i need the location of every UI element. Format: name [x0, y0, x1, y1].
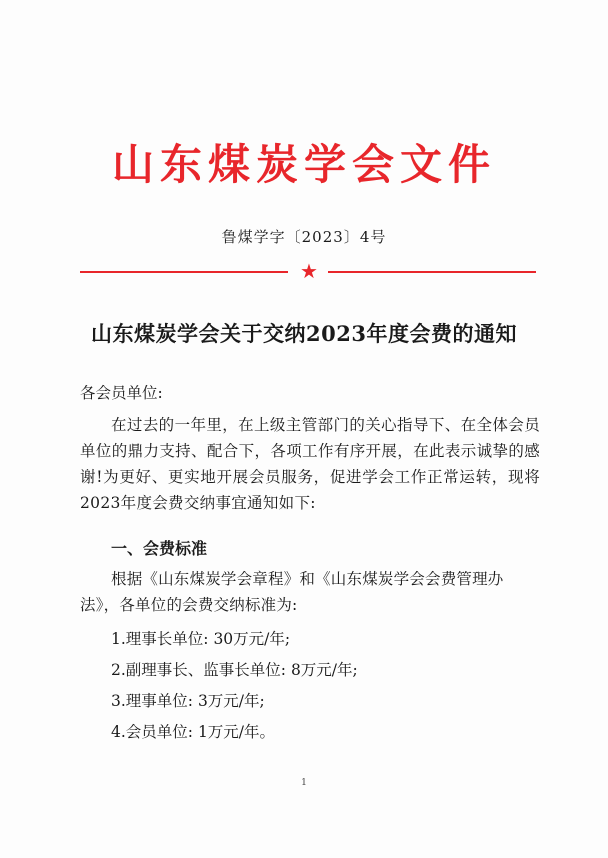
document-number: 鲁煤学字〔2023〕4号 [221, 228, 387, 246]
page-number: 1 [301, 778, 307, 788]
red-divider [80, 259, 536, 283]
list-item: 4.会员单位: 1万元/年。 [111, 723, 276, 741]
org-header-title: 山东煤炭学会文件 [111, 140, 496, 189]
list-item: 2.副理事长、监事长单位: 8万元/年; [111, 661, 358, 679]
intro-paragraph: 在过去的一年里，在上级主管部门的关心指导下、在全体会员单位的鼎力支持、配合下，各项工作有序开展，在此表示诚挚的感谢!为更好、更实地开展会员服务，促进学会工作正常运转，现将2023年度会费交纳事宜通知如下: [80, 416, 540, 512]
fee-standard-list [111, 624, 358, 748]
salutation: 各会员单位: [80, 384, 163, 402]
fee-standard-paragraph: 根据《山东煤炭学会章程》和《山东煤炭学会会费管理办法》，各单位的会费交纳标准为: [80, 570, 504, 614]
list-item: 3.理事单位: 3万元/年; [111, 692, 265, 710]
divider-line-right [328, 271, 536, 273]
star-icon: ★ [300, 259, 318, 283]
section-heading-fee-standard: 一、会费标准 [111, 539, 208, 558]
notice-title: 山东煤炭学会关于交纳2023年度会费的通知 [91, 321, 517, 346]
list-item: 1.理事长单位: 30万元/年; [111, 630, 291, 648]
divider-line-left [80, 271, 288, 273]
